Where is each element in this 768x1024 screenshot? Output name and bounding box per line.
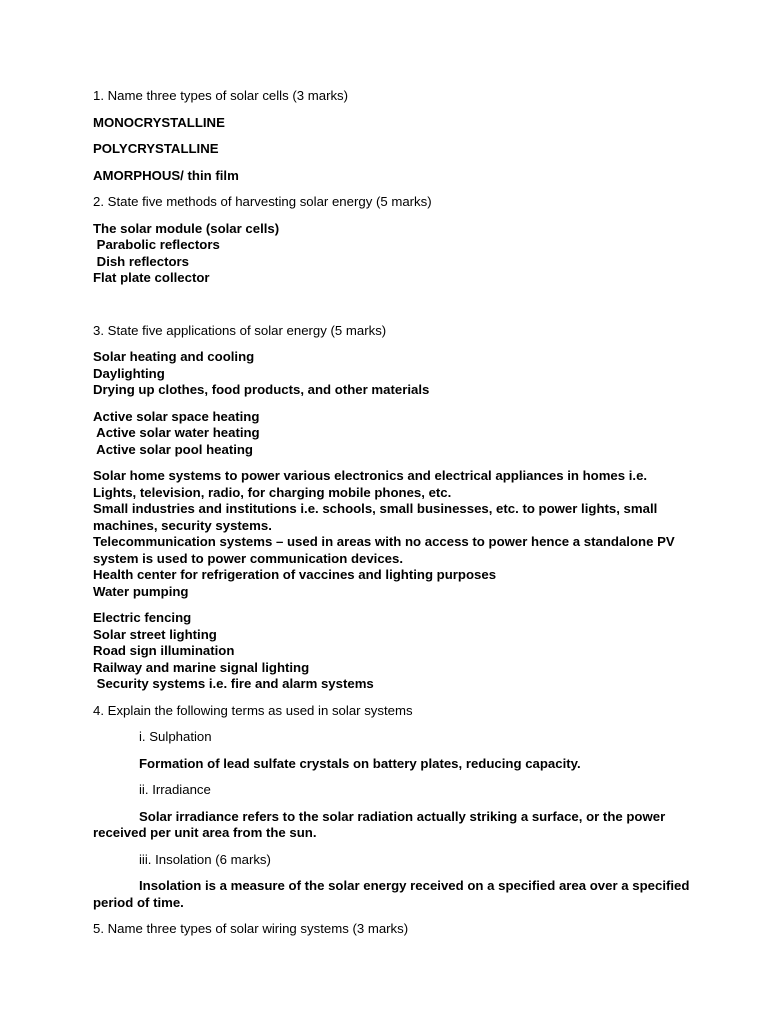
question-1: 1. Name three types of solar cells (3 marks) [93, 88, 349, 103]
answer-group-active-heating [93, 409, 693, 459]
question-4: 4. Explain the following terms as used in solar systems [93, 702, 413, 718]
list-item: Dish reflectors [93, 253, 190, 269]
term-label-irradiance: ii. Irradiance [139, 782, 211, 797]
list-item: Solar heating and cooling [93, 349, 255, 364]
question-5: 5. Name three types of solar wiring systems (3 marks) [93, 921, 409, 936]
question-3: 3. State five applications of solar energy (5 marks) [93, 322, 387, 338]
answer-group-pv-systems [93, 468, 693, 600]
list-item: Solar street lighting [93, 626, 217, 642]
list-item: Active solar space heating [93, 408, 260, 424]
list-item: Solar home systems to power various electronics and electrical appliances in homes i.e. Lights, television, radio, for charging mobile phones, etc. [93, 468, 648, 500]
list-item: Telecommunication systems – used in areas with no access to power hence a standalone PV system is used to power communication devices. [93, 534, 675, 566]
list-item: Electric fencing [93, 610, 192, 625]
question-2: 2. State five methods of harvesting solar energy (5 marks) [93, 194, 432, 209]
list-item: Active solar pool heating [93, 441, 253, 457]
answer-group-other-applications [93, 610, 693, 693]
list-item: Drying up clothes, food products, and other materials [93, 382, 430, 397]
list-item: Flat plate collector [93, 270, 210, 285]
list-item: Small industries and institutions i.e. schools, small businesses, etc. to power lights, small machines, security systems. [93, 501, 658, 533]
list-item: Health center for refrigeration of vaccines and lighting purposes [93, 567, 497, 582]
answer-group-general-applications [93, 349, 693, 399]
answer-polycrystalline: POLYCRYSTALLINE [93, 141, 219, 156]
answer-monocrystalline: MONOCRYSTALLINE [93, 114, 225, 130]
list-item: The solar module (solar cells) [93, 220, 280, 236]
term-label-sulphation: i. Sulphation [139, 729, 212, 744]
term-answer-sulphation: Formation of lead sulfate crystals on battery plates, reducing capacity. [139, 755, 581, 771]
spacer [93, 297, 693, 323]
term-answer-insolation: Insolation is a measure of the solar energy received on a specified area over a specified period of time. [93, 878, 690, 910]
term-label-insolation: iii. Insolation (6 marks) [139, 851, 271, 867]
answer-amorphous: AMORPHOUS/ thin film [93, 167, 239, 183]
term-answer-irradiance: Solar irradiance refers to the solar radiation actually striking a surface, or the power received per unit area from the sun. [93, 808, 666, 840]
list-item: Road sign illumination [93, 643, 235, 658]
list-item: Active solar water heating [93, 425, 260, 440]
list-item: Daylighting [93, 365, 165, 381]
list-item: Water pumping [93, 583, 189, 599]
list-item: Security systems i.e. fire and alarm systems [93, 676, 374, 691]
list-item: Parabolic reflectors [93, 237, 220, 252]
answer-list-harvesting-methods [93, 221, 693, 287]
list-item: Railway and marine signal lighting [93, 659, 310, 675]
document-page [93, 88, 693, 948]
